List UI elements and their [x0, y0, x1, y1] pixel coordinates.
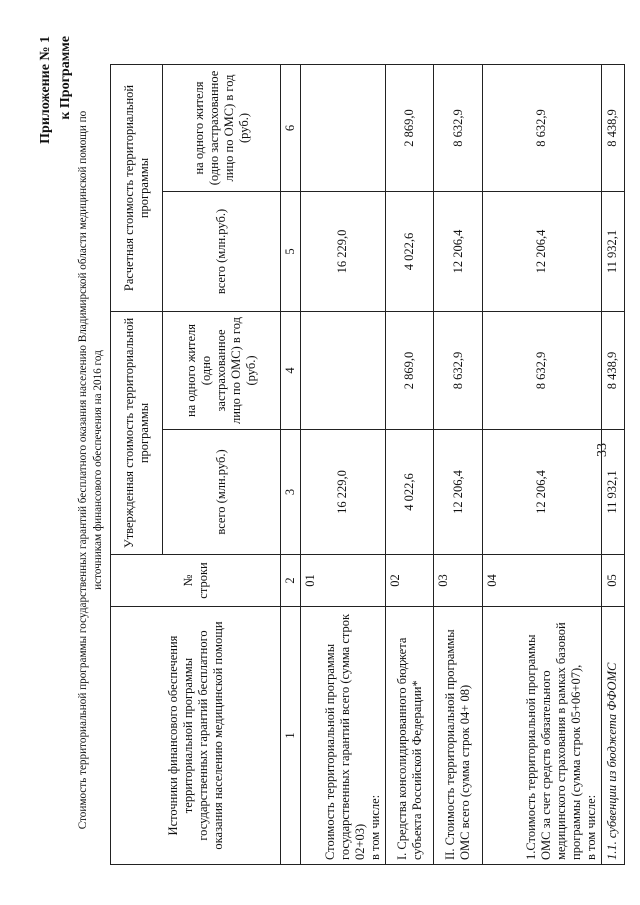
approved-per-capita-cell: 2 869,0 — [385, 312, 434, 430]
cost-table — [110, 64, 625, 865]
row-subtitle: в том числе: — [367, 794, 382, 860]
document-title: Стоимость территориальной программы государственных гарантий бесплатного оказания населению Владимирской области медицинской помощи по источникам финансового обеспечения на 2016 год — [77, 110, 104, 830]
table-row — [301, 64, 386, 864]
approved-per-capita-cell: 8 632,9 — [434, 312, 483, 430]
row-number: 04 — [483, 555, 602, 607]
page-number: 33 — [595, 443, 610, 457]
row-label — [483, 607, 602, 865]
table-row — [483, 64, 602, 864]
header-approved-per-capita: на одного жителя (одно застрахованное лицо по ОМС) в год (руб.) — [163, 312, 281, 430]
row-name: Стоимость территориальной программы государственных гарантий всего (сумма строк 02+03) — [322, 613, 367, 860]
header-approved-cost: Утвержденная стоимость территориальной программы — [111, 312, 163, 555]
column-index: 2 — [281, 555, 301, 607]
header-calculated-total: всего (млн.руб.) — [163, 192, 281, 312]
calculated-per-capita-cell: 8 632,9 — [483, 64, 602, 191]
approved-total-cell: 12 206,4 — [483, 430, 602, 555]
approved-per-capita-cell — [301, 312, 386, 430]
header-calculated-per-capita: на одного жителя (одно застрахованное лицо по ОМС) в год (руб.) — [163, 64, 281, 191]
row-number: 02 — [385, 555, 434, 607]
row-label — [301, 607, 386, 865]
row-number: 03 — [434, 555, 483, 607]
row-label: II. Стоимость территориальной программы ОМС всего (сумма строк 04+ 08) — [434, 607, 483, 865]
header-source: Источники финансового обеспечения территориальной программы государственных гарантий бесплатного оказания населению медицинской помощи — [111, 607, 281, 865]
row-number: 01 — [301, 555, 386, 607]
header-calculated-cost: Расчетная стоимость территориальной программы — [111, 64, 163, 311]
column-index: 6 — [281, 64, 301, 191]
row-label: 1.1. субвенции из бюджета ФФОМС — [601, 607, 624, 865]
calculated-total-cell: 16 229,0 — [301, 192, 386, 312]
table-row — [434, 64, 483, 864]
row-number: 05 — [601, 555, 624, 607]
approved-per-capita-cell: 8 632,9 — [483, 312, 602, 430]
column-index: 1 — [281, 607, 301, 865]
approved-total-cell: 11 932,1 — [601, 430, 624, 555]
appendix-reference: к Программе — [58, 36, 73, 120]
appendix-label: Приложение № 1 — [38, 36, 53, 144]
calculated-total-cell: 4 022,6 — [385, 192, 434, 312]
column-index: 4 — [281, 312, 301, 430]
column-index: 5 — [281, 192, 301, 312]
approved-total-cell: 12 206,4 — [434, 430, 483, 555]
calculated-per-capita-cell: 8 438,9 — [601, 64, 624, 191]
row-subtitle: в том числе: — [583, 794, 598, 860]
calculated-per-capita-cell: 8 632,9 — [434, 64, 483, 191]
approved-per-capita-cell: 8 438,9 — [601, 312, 624, 430]
header-row-number: № строки — [111, 555, 281, 607]
calculated-total-cell: 11 932,1 — [601, 192, 624, 312]
row-label: I. Средства консолидированного бюджета субъекта Российской Федерации* — [385, 607, 434, 865]
header-approved-total: всего (млн.руб.) — [163, 430, 281, 555]
column-index: 3 — [281, 430, 301, 555]
row-name: 1.Стоимость территориальной программы ОМС за счет средств обязательного медицинского страхования в рамках базовой программы (сумма строк 05+06+07), — [523, 622, 583, 860]
table-row — [385, 64, 434, 864]
calculated-total-cell: 12 206,4 — [434, 192, 483, 312]
approved-total-cell: 16 229,0 — [301, 430, 386, 555]
table-row — [601, 64, 624, 864]
calculated-total-cell: 12 206,4 — [483, 192, 602, 312]
calculated-per-capita-cell: 2 869,0 — [385, 64, 434, 191]
approved-total-cell: 4 022,6 — [385, 430, 434, 555]
calculated-per-capita-cell — [301, 64, 386, 191]
